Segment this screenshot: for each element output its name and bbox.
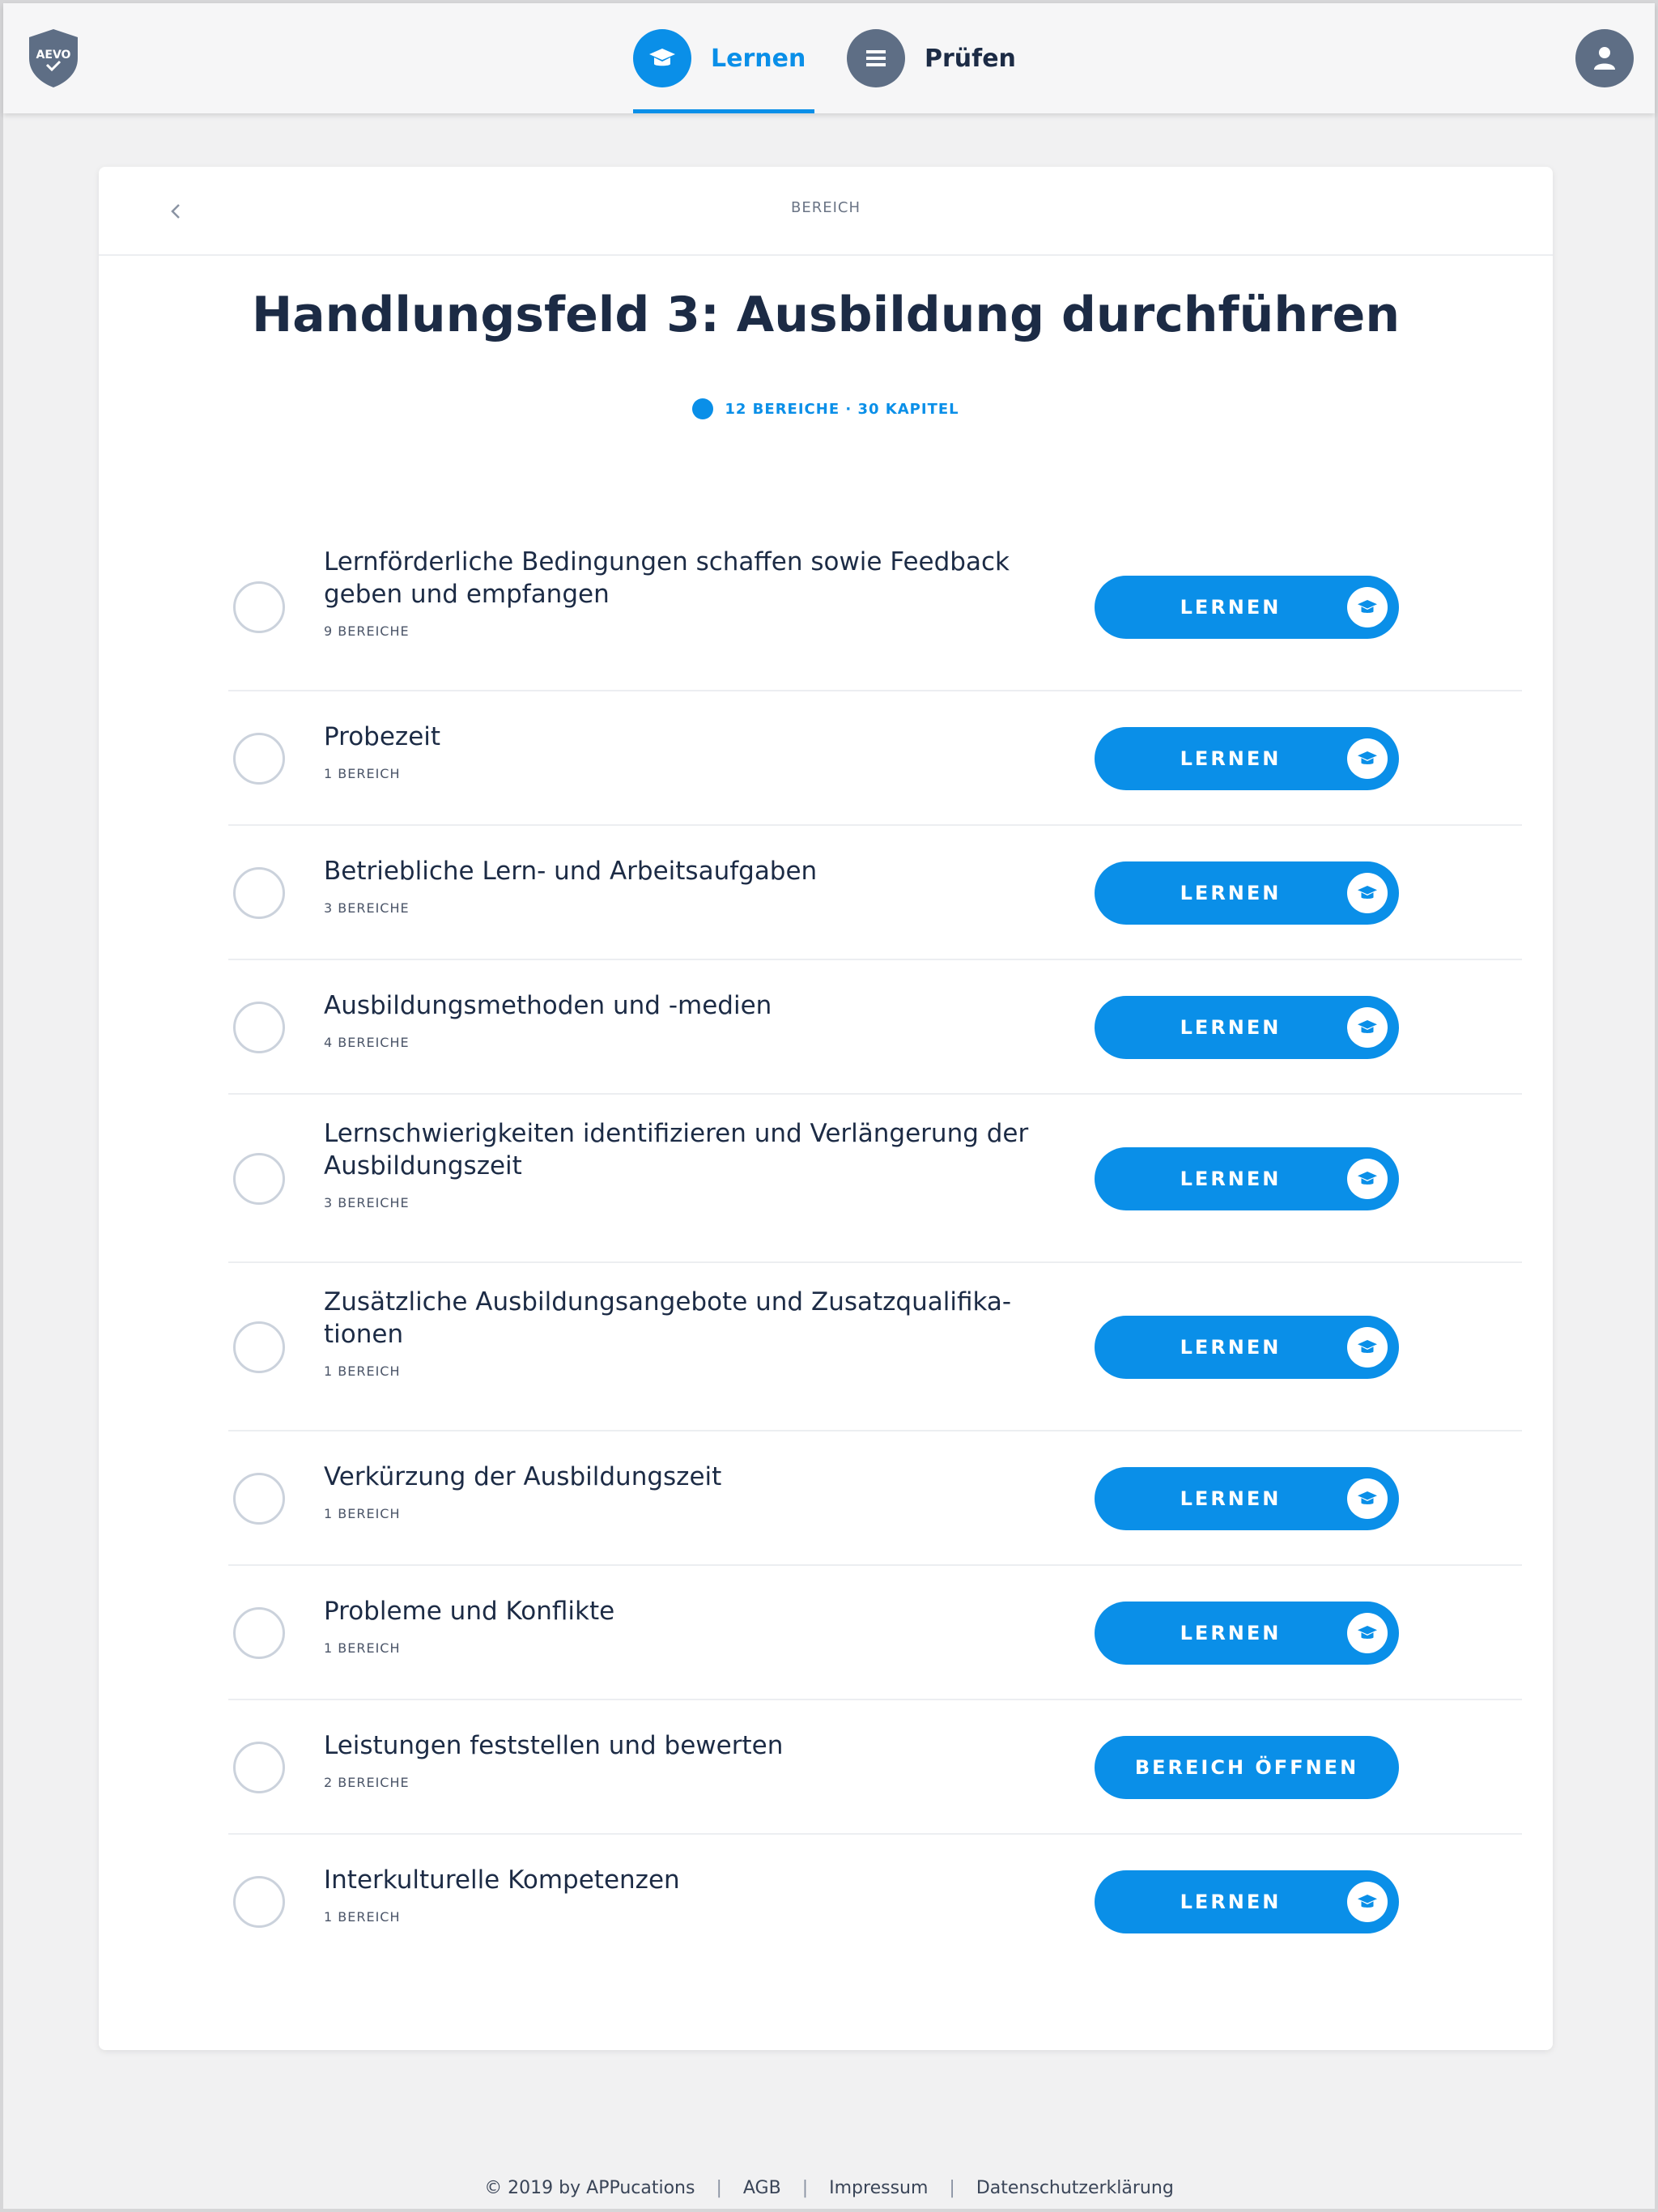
list-item-count: 1 BEREICH [324, 1909, 401, 1925]
page-title: Handlungsfeld 3: Ausbildung durchführen [251, 287, 1401, 343]
list-item [228, 1835, 1522, 1969]
list-item [228, 1095, 1522, 1263]
footer [0, 2178, 1658, 2198]
lernen-button[interactable] [1095, 1467, 1399, 1530]
footer-separator: | [949, 2178, 955, 2198]
footer-link-agb[interactable]: AGB [742, 2178, 781, 2198]
list-item-title: Ausbildungsmethoden und -medien [324, 991, 772, 1020]
progress-dot [692, 398, 713, 419]
button-label: LERNEN [1180, 1168, 1282, 1190]
completion-checkbox[interactable] [233, 1876, 285, 1928]
graduation-cap-icon [1347, 1327, 1388, 1368]
tab-pruefen[interactable] [847, 3, 1016, 113]
button-label: BEREICH ÖFFNEN [1134, 1756, 1359, 1779]
list-item-title: Probleme und Konflikte [324, 1597, 615, 1626]
header-label: BEREICH [790, 199, 861, 216]
graduation-cap-icon [633, 29, 691, 87]
list-item-count: 4 BEREICHE [324, 1035, 410, 1050]
lernen-button[interactable] [1095, 1147, 1399, 1210]
button-label: LERNEN [1180, 882, 1282, 904]
lernen-button[interactable] [1095, 996, 1399, 1059]
lernen-button[interactable] [1095, 576, 1399, 639]
graduation-cap-icon [1347, 873, 1388, 913]
meta-text: 12 BEREICHE · 30 KAPITEL [725, 400, 959, 418]
list-item [228, 826, 1522, 960]
completion-checkbox[interactable] [233, 1002, 285, 1053]
list-item [228, 1566, 1522, 1700]
completion-checkbox[interactable] [233, 1473, 285, 1525]
list-item [228, 1700, 1522, 1835]
tab-pruefen-label: Prüfen [925, 44, 1016, 73]
list-item [228, 523, 1522, 691]
footer-separator: | [716, 2178, 722, 2198]
footer-separator: | [801, 2178, 809, 2198]
logo-text: AEVO [36, 49, 71, 62]
button-label: LERNEN [1180, 1336, 1282, 1359]
completion-checkbox[interactable] [233, 1742, 285, 1793]
list-item-count: 9 BEREICHE [324, 623, 410, 639]
list-item [228, 1263, 1522, 1431]
list-item-title: Lernschwierigkeiten identifizieren und Verlängerung der Ausbildungszeit [324, 1119, 1029, 1180]
content-card [99, 167, 1553, 2050]
tab-lernen-label: Lernen [711, 44, 806, 73]
completion-checkbox[interactable] [233, 867, 285, 919]
lernen-button[interactable] [1095, 1602, 1399, 1665]
tab-lernen[interactable] [633, 3, 806, 113]
graduation-cap-icon [1347, 1007, 1388, 1048]
graduation-cap-icon [1347, 1613, 1388, 1653]
button-label: LERNEN [1180, 1622, 1282, 1644]
completion-checkbox[interactable] [233, 581, 285, 633]
button-label: LERNEN [1180, 596, 1282, 619]
button-label: LERNEN [1180, 1487, 1282, 1510]
list-item-title: Leistungen feststellen und bewerten [324, 1731, 784, 1760]
completion-checkbox[interactable] [233, 1607, 285, 1659]
graduation-cap-icon [1347, 738, 1388, 779]
lernen-button[interactable] [1095, 1316, 1399, 1379]
list-icon [847, 29, 905, 87]
bereich-oeffnen-button[interactable] [1095, 1736, 1399, 1799]
list-item-title: Betriebliche Lern- und Arbeitsaufgaben [324, 857, 818, 886]
footer-link-datenschutz[interactable]: Datenschutzerklärung [976, 2178, 1174, 2198]
list-item [228, 960, 1522, 1095]
list-item-title: Zusätzliche Ausbildungsangebote und Zusatzqualifika-tionen [324, 1287, 1012, 1349]
list-item-count: 3 BEREICHE [324, 900, 410, 916]
graduation-cap-icon [1347, 1478, 1388, 1519]
active-tab-indicator [633, 109, 814, 113]
list-item-count: 1 BEREICH [324, 1506, 401, 1521]
button-label: LERNEN [1180, 1016, 1282, 1039]
completion-checkbox[interactable] [233, 1153, 285, 1205]
footer-link-impressum[interactable]: Impressum [829, 2178, 929, 2198]
graduation-cap-icon [1347, 1882, 1388, 1922]
list-item-title: Interkulturelle Kompetenzen [324, 1865, 680, 1895]
graduation-cap-icon [1347, 1159, 1388, 1199]
list-item-count: 1 BEREICH [324, 1640, 401, 1656]
button-label: LERNEN [1180, 1891, 1282, 1913]
list-item-title: Probezeit [324, 722, 441, 751]
list-item-title: Verkürzung der Ausbildungszeit [324, 1462, 722, 1491]
lernen-button[interactable] [1095, 727, 1399, 790]
list-item-title: Lernförderliche Bedingungen schaffen sowie Feedback geben und empfangen [324, 547, 1010, 609]
list-item-count: 1 BEREICH [324, 766, 401, 781]
lernen-button[interactable] [1095, 861, 1399, 925]
graduation-cap-icon [1347, 587, 1388, 627]
chapter-list [228, 523, 1522, 1969]
card-header [99, 167, 1553, 256]
lernen-button[interactable] [1095, 1870, 1399, 1933]
completion-checkbox[interactable] [233, 1321, 285, 1373]
list-item-count: 3 BEREICHE [324, 1195, 410, 1210]
list-item-count: 1 BEREICH [324, 1363, 401, 1379]
user-avatar-button[interactable] [1575, 29, 1634, 87]
list-item [228, 691, 1522, 826]
copyright: © 2019 by APPucations [484, 2178, 695, 2198]
top-navigation-bar [3, 3, 1655, 113]
list-item-count: 2 BEREICHE [324, 1775, 410, 1790]
progress-meta [99, 398, 1553, 419]
button-label: LERNEN [1180, 747, 1282, 770]
completion-checkbox[interactable] [233, 733, 285, 785]
list-item [228, 1431, 1522, 1566]
user-icon [1590, 44, 1619, 73]
aevo-logo[interactable] [28, 28, 79, 89]
